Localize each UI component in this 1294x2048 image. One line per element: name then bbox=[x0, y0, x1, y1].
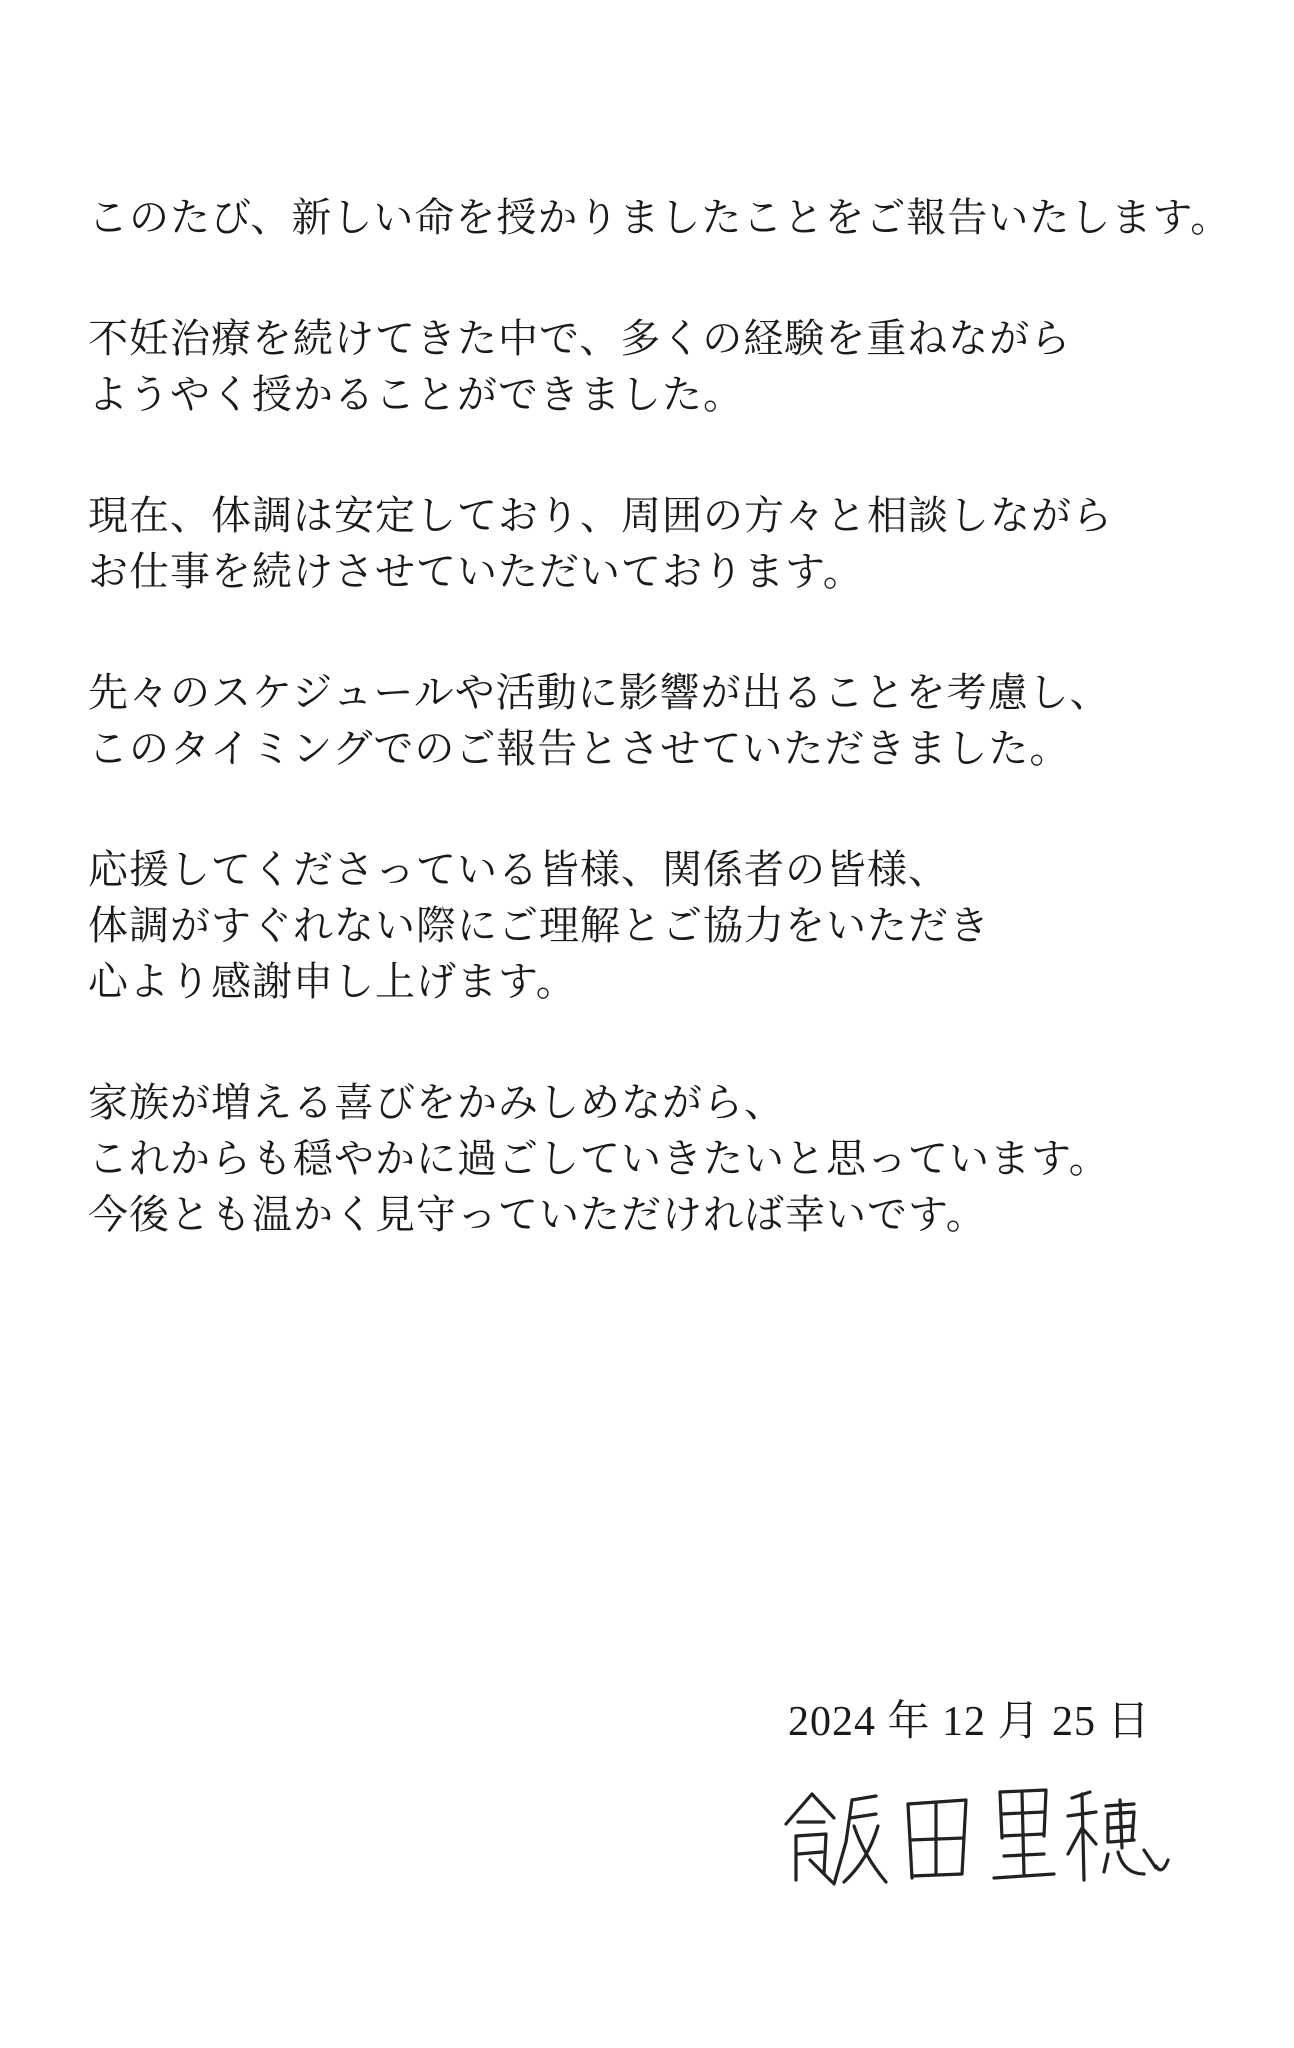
letter-line: これからも穏やかに過ごしていきたいと思っています。 bbox=[88, 1136, 1110, 1182]
paragraph-5 bbox=[88, 842, 1268, 1010]
letter-line: ようやく授かることができました。 bbox=[88, 372, 744, 418]
letter-line: 不妊治療を続けてきた中で、多くの経験を重ねながら bbox=[88, 316, 1072, 362]
handwritten-signature bbox=[772, 1756, 1172, 1896]
letter-line: 先々のスケジュールや活動に影響が出ることを考慮し、 bbox=[88, 670, 1111, 716]
letter-line: 応援してくださっている皆様、関係者の皆様、 bbox=[88, 847, 949, 893]
letter-line: 体調がすぐれない際にご理解とご協力をいただき bbox=[88, 903, 990, 949]
letter-line: お仕事を続けさせていただいております。 bbox=[88, 549, 864, 595]
paragraph-gap bbox=[88, 1010, 1268, 1075]
letter-line: 今後とも温かく見守っていただければ幸いです。 bbox=[88, 1192, 987, 1238]
letter-body bbox=[88, 190, 1268, 1243]
letter-line: 現在、体調は安定しており、周囲の方々と相談しながら bbox=[88, 493, 1113, 539]
paragraph-gap bbox=[88, 777, 1268, 842]
paragraph-3 bbox=[88, 488, 1268, 600]
paragraph-2 bbox=[88, 311, 1268, 423]
paragraph-4 bbox=[88, 665, 1268, 777]
paragraph-1 bbox=[88, 190, 1268, 246]
paragraph-6 bbox=[88, 1075, 1268, 1243]
letter-line: 家族が増える喜びをかみしめながら、 bbox=[88, 1080, 785, 1126]
letter-line: このたび、新しい命を授かりましたことをご報告いたします。 bbox=[88, 195, 1232, 241]
letter-date: 2024 年 12 月 25 日 bbox=[788, 1699, 1151, 1745]
paragraph-gap bbox=[88, 600, 1268, 665]
paragraph-gap bbox=[88, 246, 1268, 311]
letter-line: このタイミングでのご報告とさせていただきました。 bbox=[88, 726, 1071, 772]
letter-line: 心より感謝申し上げます。 bbox=[88, 959, 577, 1005]
paragraph-gap bbox=[88, 423, 1268, 488]
